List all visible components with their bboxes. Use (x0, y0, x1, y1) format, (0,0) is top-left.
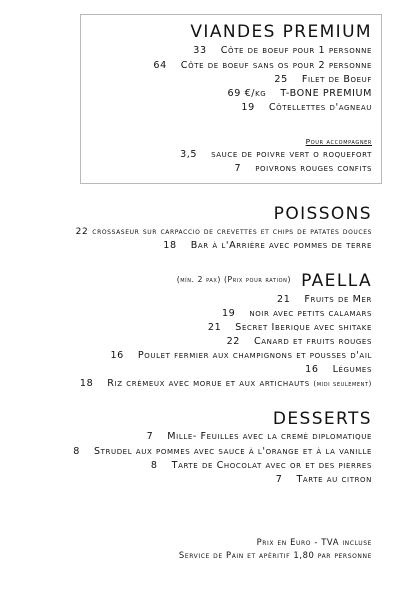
menu-item (227, 336, 372, 348)
menu-item (193, 45, 372, 57)
item-price: 22 (226, 336, 240, 347)
item-name: Bar à l'Arrière avec pommes de terre (190, 240, 372, 251)
item-name: Légumes (332, 364, 372, 375)
menu-item (76, 226, 372, 238)
menu-item (147, 431, 372, 443)
item-name: sauce de poivre vert o roquefort (211, 149, 372, 160)
item-name: Tarte de Chocolat avec or et des pierres (171, 460, 372, 471)
item-price: 64 (153, 60, 167, 71)
footer-vat-note: Prix en Euro - TVA incluse (256, 537, 372, 547)
menu-item (235, 163, 373, 175)
item-name: Poulet fermier aux champignons et pousses d'ail (137, 350, 372, 361)
section-title-desserts: DESSERTS (272, 409, 372, 429)
accompany-label: Pour accompagner (305, 137, 372, 146)
paella-heading (177, 271, 372, 293)
item-price: 21 (277, 294, 291, 305)
item-price: 19 (221, 308, 236, 319)
item-name: Canard et fruits rouges (254, 336, 372, 347)
item-name: T-BONE PREMIUM (280, 88, 372, 99)
item-name: Côtellettes d'agneau (268, 102, 372, 113)
item-price: 7 (275, 474, 283, 485)
item-name: Côte de boeuf sans os pour 2 personne (180, 60, 372, 71)
menu-item (180, 149, 372, 161)
menu-item (277, 294, 372, 306)
paella-note: (mín. 2 pax) (Prix pour ration) (176, 275, 292, 284)
item-price: 21 (207, 322, 222, 333)
menu-item (163, 240, 372, 252)
item-name: Strudel aux pommes avec sauce à l'orange et à la vanille (93, 446, 372, 457)
item-name: Fruits de Mer (304, 294, 372, 305)
item-extra-note: (midi seulement) (313, 380, 372, 388)
item-price: 25 (274, 74, 288, 85)
item-price: 69 €/kg (227, 88, 267, 99)
item-name: Tarte au citron (296, 474, 372, 485)
section-title-paella: PAELLA (301, 271, 372, 291)
item-name: Secret Iberique avec shitake (235, 322, 372, 333)
item-price: 7 (146, 431, 154, 442)
item-price: 18 (79, 378, 94, 389)
menu-item (241, 102, 372, 114)
item-price: 22 (75, 227, 89, 237)
item-price: 19 (241, 102, 255, 113)
section-title-poissons: POISSONS (273, 204, 372, 224)
menu-item (80, 378, 372, 390)
item-price: 8 (150, 460, 158, 471)
item-price: 8 (73, 446, 80, 457)
menu-item (228, 88, 372, 100)
item-name: noir avec petits calamars (249, 308, 372, 319)
item-price: 7 (234, 163, 242, 174)
menu-item (110, 350, 372, 362)
item-name: Riz crémeux avec morue et aux artichauts (107, 378, 310, 389)
item-price: 16 (305, 364, 319, 375)
item-price: 18 (163, 240, 177, 251)
item-name: crossaseur sur carpaccio de crevettes et chips de patates douces (92, 227, 372, 237)
menu-item (276, 474, 372, 486)
footer-service-note: Service de Pain et apèritif 1,80 par personne (178, 550, 372, 560)
item-name: Côte de boeuf pour 1 personne (220, 45, 372, 56)
menu-item (73, 446, 372, 458)
section-title-viandes: VIANDES PREMIUM (190, 22, 372, 42)
menu-item (274, 74, 372, 86)
menu-item (222, 308, 372, 320)
item-price: 33 (193, 45, 207, 56)
menu-item (153, 60, 372, 72)
item-name: Filet de Boeuf (301, 74, 372, 85)
item-price: 16 (110, 350, 124, 361)
menu-item (151, 460, 372, 472)
menu-item (208, 322, 372, 334)
item-name: Mille- Feuilles avec la cremè diplomatique (167, 431, 372, 442)
item-price: 3,5 (180, 149, 198, 160)
item-name: poivrons rouges confits (255, 163, 372, 174)
menu-item (305, 364, 372, 376)
